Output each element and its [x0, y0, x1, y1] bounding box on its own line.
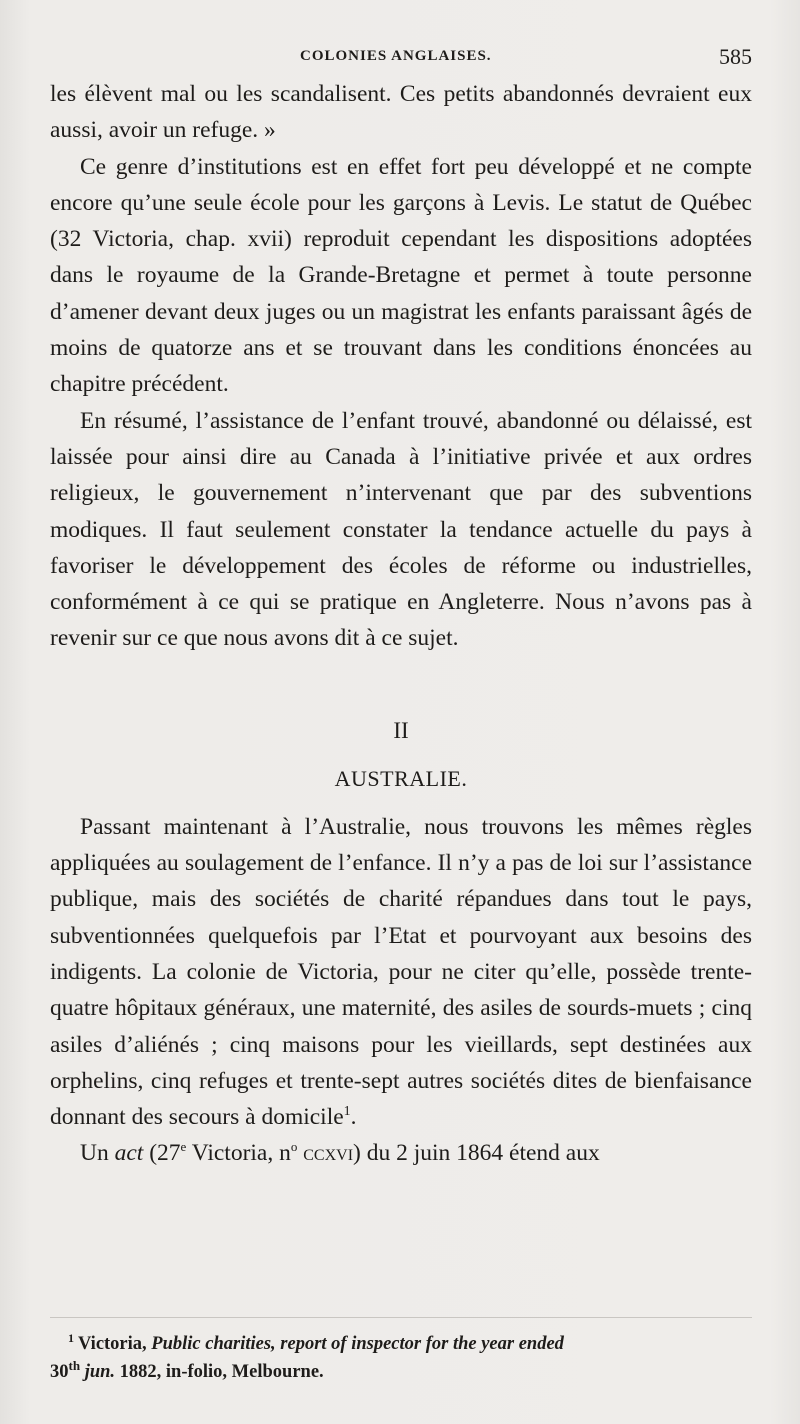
footnote-reference: 1: [343, 1104, 351, 1120]
body-text: [50, 76, 752, 1172]
footnote-divider: [50, 1317, 752, 1318]
act-mid: Victoria, n: [191, 1140, 291, 1167]
act-word: act: [114, 1140, 144, 1167]
footnote-lead: Victoria,: [78, 1334, 147, 1354]
paragraph-australia: [50, 809, 752, 1136]
act-sup-e: e: [180, 1139, 187, 1155]
act-end: ) du 2 juin 1864 étend aux: [353, 1140, 600, 1167]
act-open: (27: [149, 1140, 181, 1167]
paragraph-institutions: Ce genre d’institutions est en effet fort peu développé et ne compte encore qu’une seule école pour les garçons à Levis. Le statut de Québec (32 Victoria, chap. xvii) reproduit cependant les dispositions adoptées dans le royaume de la Grande-Bretagne et permet à toute personne d’amener devant deux juges ou un magistrat les enfants paraissant âgés de moins de quatorze ans et se trouvant dans les conditions énoncées au chapitre précédent.: [50, 153, 752, 398]
footnote-rest: 1882, in-folio, Melbourne.: [119, 1362, 324, 1382]
footnote-date-month: jun.: [84, 1362, 116, 1382]
footnote-title: Public charities, report of inspector for the year ended: [151, 1334, 564, 1354]
footnote-marker: 1: [68, 1330, 74, 1345]
footnote: [50, 1330, 752, 1386]
page-header: [50, 44, 752, 74]
paragraph-continuation: les élèvent mal ou les scandalisent. Ces petits abandonnés devraient eux aussi, avoir un refuge. »: [50, 81, 752, 144]
footnote-date-day: 30: [50, 1362, 69, 1382]
act-number: ccxvi: [303, 1140, 354, 1167]
page-number: 585: [719, 44, 752, 69]
section-title: AUSTRALIE.: [334, 765, 468, 791]
paragraph-australia-end: .: [350, 1104, 357, 1131]
paragraph-summary: En résumé, l’assistance de l’enfant trouvé, abandonné ou délaissé, est laissée pour ainsi dire au Canada à l’initiative privée et aux ordres religieux, le gouvernement n’intervenant que par des subventions modiques. Il faut seulement constater la tendance actuelle du pays à favoriser le développement des écoles de réforme ou industrielles, conformément à ce qui se pratique en Angleterre. Nous n’avons pas à revenir sur ce que nous avons dit à ce sujet.: [50, 407, 752, 652]
act-start: Un: [80, 1140, 109, 1167]
section-number: II: [393, 717, 409, 743]
paragraph-australia-text: Passant maintenant à l’Australie, nous trouvons les mêmes règles appliquées au soulagement de l’enfance. Il n’y a pas de loi sur l’assistance publique, mais des sociétés de charité répandues dans tout le pays, subventionnées quelquefois par l’Etat et pourvoyant aux besoins des indigents. La colonie de Victoria, pour ne citer qu’elle, possède trente-quatre hôpitaux généraux, une maternité, des asiles de sourds-muets ; cinq asiles d’aliénés ; cinq maisons pour les vieillards, sept destinées aux orphelins, cinq refuges et trente-sept autres sociétés dites de bienfaisance donnant des secours à domicile: [50, 813, 752, 1131]
running-title: COLONIES ANGLAISES.: [300, 48, 492, 64]
footnote-date-sup: th: [68, 1357, 81, 1373]
paragraph-act: [50, 1135, 752, 1171]
act-sup-o: o: [290, 1139, 298, 1155]
